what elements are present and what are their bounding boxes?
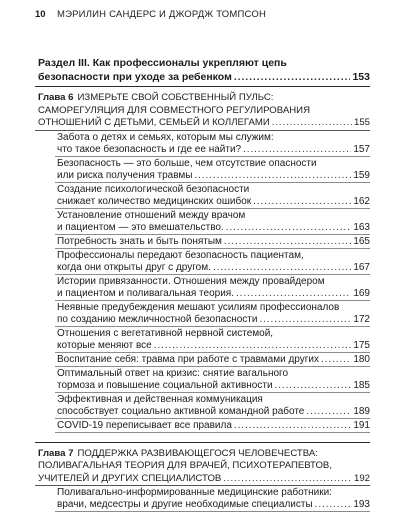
dot-leader <box>253 196 351 208</box>
entry-last-line <box>57 314 370 326</box>
section-title-line: безопасности при уходе за ребенком <box>38 71 232 83</box>
entry-title-line: Создание психологической безопасности <box>57 183 250 195</box>
entry-page-number: 191 <box>353 419 370 431</box>
section-title-line: Раздел III. Как профессионалы укрепляют цепь <box>38 57 287 69</box>
entry-last-line <box>57 170 370 182</box>
toc-entry <box>55 131 370 157</box>
entry-page-number: 180 <box>353 353 370 365</box>
entry-title-line: снижает количество медицинских ошибок <box>57 195 252 207</box>
entry-title-line: что такое безопасность и где ее найти? <box>57 143 242 155</box>
dot-leader <box>195 170 352 182</box>
entry-page-number: 172 <box>353 313 370 325</box>
dot-leader <box>275 380 352 392</box>
entry-title-line: врачи, медсестры и другие необходимые специалисты <box>57 499 313 510</box>
entry-title-line: способствует социально активной командной работе <box>57 405 305 417</box>
dot-leader <box>226 222 352 234</box>
chapter-title-text: УЧИТЕЛЕЙ И ДРУГИХ СПЕЦИАЛИСТОВ <box>38 472 222 484</box>
entry-page-number: 167 <box>353 261 370 273</box>
entry-page-number: 162 <box>353 195 370 207</box>
entry-page-number: 163 <box>353 221 370 233</box>
chapter-title-text: ИЗМЕРЬТЕ СВОЙ СОБСТВЕННЫЙ ПУЛЬС: <box>77 92 274 103</box>
entry-title-line: тормоза и повышение социальной активности <box>57 379 273 391</box>
chapter-title-line <box>38 92 370 105</box>
toc-entry <box>55 486 370 512</box>
dot-leader <box>234 70 351 84</box>
chapter-page-number: 192 <box>353 472 370 484</box>
section-title-last-line <box>38 70 370 84</box>
running-header <box>35 8 370 22</box>
entry-title-line: Безопасность — это больше, чем отсутствие опасности <box>57 157 317 169</box>
entry-title-line: по созданию межличностной безопасности <box>57 313 258 325</box>
toc-chapter-6 <box>35 87 370 131</box>
dot-leader <box>321 354 351 366</box>
dot-leader <box>224 236 351 248</box>
toc-entry <box>55 419 370 433</box>
entry-page-number: 165 <box>353 235 370 247</box>
entry-page-number: 193 <box>353 499 370 510</box>
chapter-title-line: САМОРЕГУЛЯЦИЯ ДЛЯ СОВМЕСТНОГО РЕГУЛИРОВАНИЯ <box>38 104 310 116</box>
entry-last-line <box>57 406 370 418</box>
entry-title-line: и пациентом — это вмешательство. <box>57 221 224 233</box>
entry-last-line <box>57 340 370 352</box>
chapter-title-text: ОТНОШЕНИЙ С ДЕТЬМИ, СЕМЬЕЙ И КОЛЛЕГАМИ <box>38 117 270 128</box>
dot-leader <box>234 420 351 432</box>
entry-title-line: Забота о детях и семьях, которым мы служим: <box>57 131 274 143</box>
entry-title-line: Истории привязанности. Отношения между провайдером <box>57 275 325 287</box>
entry-title-line: Неявные предубеждения мешают усилиям профессионалов <box>57 301 340 313</box>
entry-page-number: 169 <box>353 287 370 299</box>
chapter-title-text: ПОДДЕРЖКА РАЗВИВАЮЩЕГОСЯ ЧЕЛОВЕЧЕСТВА: <box>77 447 318 459</box>
entry-title-line: и пациентом и поливагальная теория. <box>57 287 234 299</box>
entry-title-line: Профессионалы передают безопасность пациентам, <box>57 249 304 261</box>
entry-page-number: 157 <box>353 143 370 155</box>
dot-leader <box>315 499 352 511</box>
entry-last-line <box>57 222 370 234</box>
chapter-title-last-line <box>38 473 370 486</box>
dot-leader <box>213 262 351 274</box>
entry-title-line: COVID-19 переписывает все правила <box>57 419 232 431</box>
entry-title-line: которые меняют все <box>57 339 152 351</box>
entry-title-line: Установление отношений между врачом <box>57 209 246 221</box>
chapter-page-number: 155 <box>353 117 370 128</box>
entry-title-line: Воспитание себя: травма при работе с травмами других <box>57 353 319 365</box>
toc-entry <box>55 183 370 209</box>
entry-last-line <box>57 420 370 432</box>
toc-entry <box>55 235 370 249</box>
entry-last-line <box>57 354 370 366</box>
entry-page-number: 159 <box>353 169 370 181</box>
toc-entry <box>55 367 370 393</box>
entry-page-number: 185 <box>353 379 370 391</box>
section-page-number: 153 <box>352 71 370 83</box>
entry-page-number: 189 <box>353 405 370 417</box>
toc-entry <box>55 353 370 367</box>
toc-chapter-7 <box>35 442 370 487</box>
toc-entry <box>55 301 370 327</box>
dot-leader <box>243 144 351 156</box>
entry-title-line: Эффективная и действенная коммуникация <box>57 393 263 405</box>
dot-leader <box>154 340 352 352</box>
toc-section-3 <box>35 56 370 87</box>
entry-title-line: Оптимальный ответ на кризис: снятие вагального <box>57 367 289 379</box>
page-number: 10 <box>35 9 46 20</box>
toc-entry <box>55 327 370 353</box>
entry-last-line <box>57 262 370 274</box>
entry-last-line <box>57 380 370 392</box>
toc-entry <box>55 209 370 235</box>
entry-title-line: Отношения с вегетативной нервной системой, <box>57 327 274 339</box>
dot-leader <box>223 473 352 486</box>
chapter-title-line: ПОЛИВАГАЛЬНАЯ ТЕОРИЯ ДЛЯ ВРАЧЕЙ, ПСИХОТЕРАПЕВТОВ, <box>38 460 332 471</box>
entry-page-number: 175 <box>353 339 370 351</box>
entry-title-line: Поливагально-информированные медицинские работники: <box>57 487 332 498</box>
entry-title-line: когда они открыты друг с другом. <box>57 261 211 273</box>
toc-entry <box>55 249 370 275</box>
dot-leader <box>272 117 352 130</box>
dot-leader <box>236 288 351 300</box>
chapter-label: Глава 6 <box>38 92 74 103</box>
running-title: МЭРИЛИН САНДЕРС И ДЖОРДЖ ТОМПСОН <box>57 9 267 20</box>
chapter-title-last-line <box>38 117 370 130</box>
entry-last-line <box>57 144 370 156</box>
entry-title-line: Потребность знать и быть понятым <box>57 235 222 247</box>
chapter-title-line <box>38 448 370 461</box>
entry-last-line <box>57 288 370 300</box>
entry-last-line <box>57 196 370 208</box>
dot-leader <box>306 406 351 418</box>
entry-last-line <box>57 236 370 248</box>
toc-entry <box>55 157 370 183</box>
chapter-label: Глава 7 <box>38 447 74 459</box>
entry-title-line: или риска получения травмы <box>57 169 193 181</box>
toc-entry <box>55 275 370 301</box>
dot-leader <box>259 314 351 326</box>
toc-entry <box>55 393 370 419</box>
entry-last-line <box>57 499 370 511</box>
